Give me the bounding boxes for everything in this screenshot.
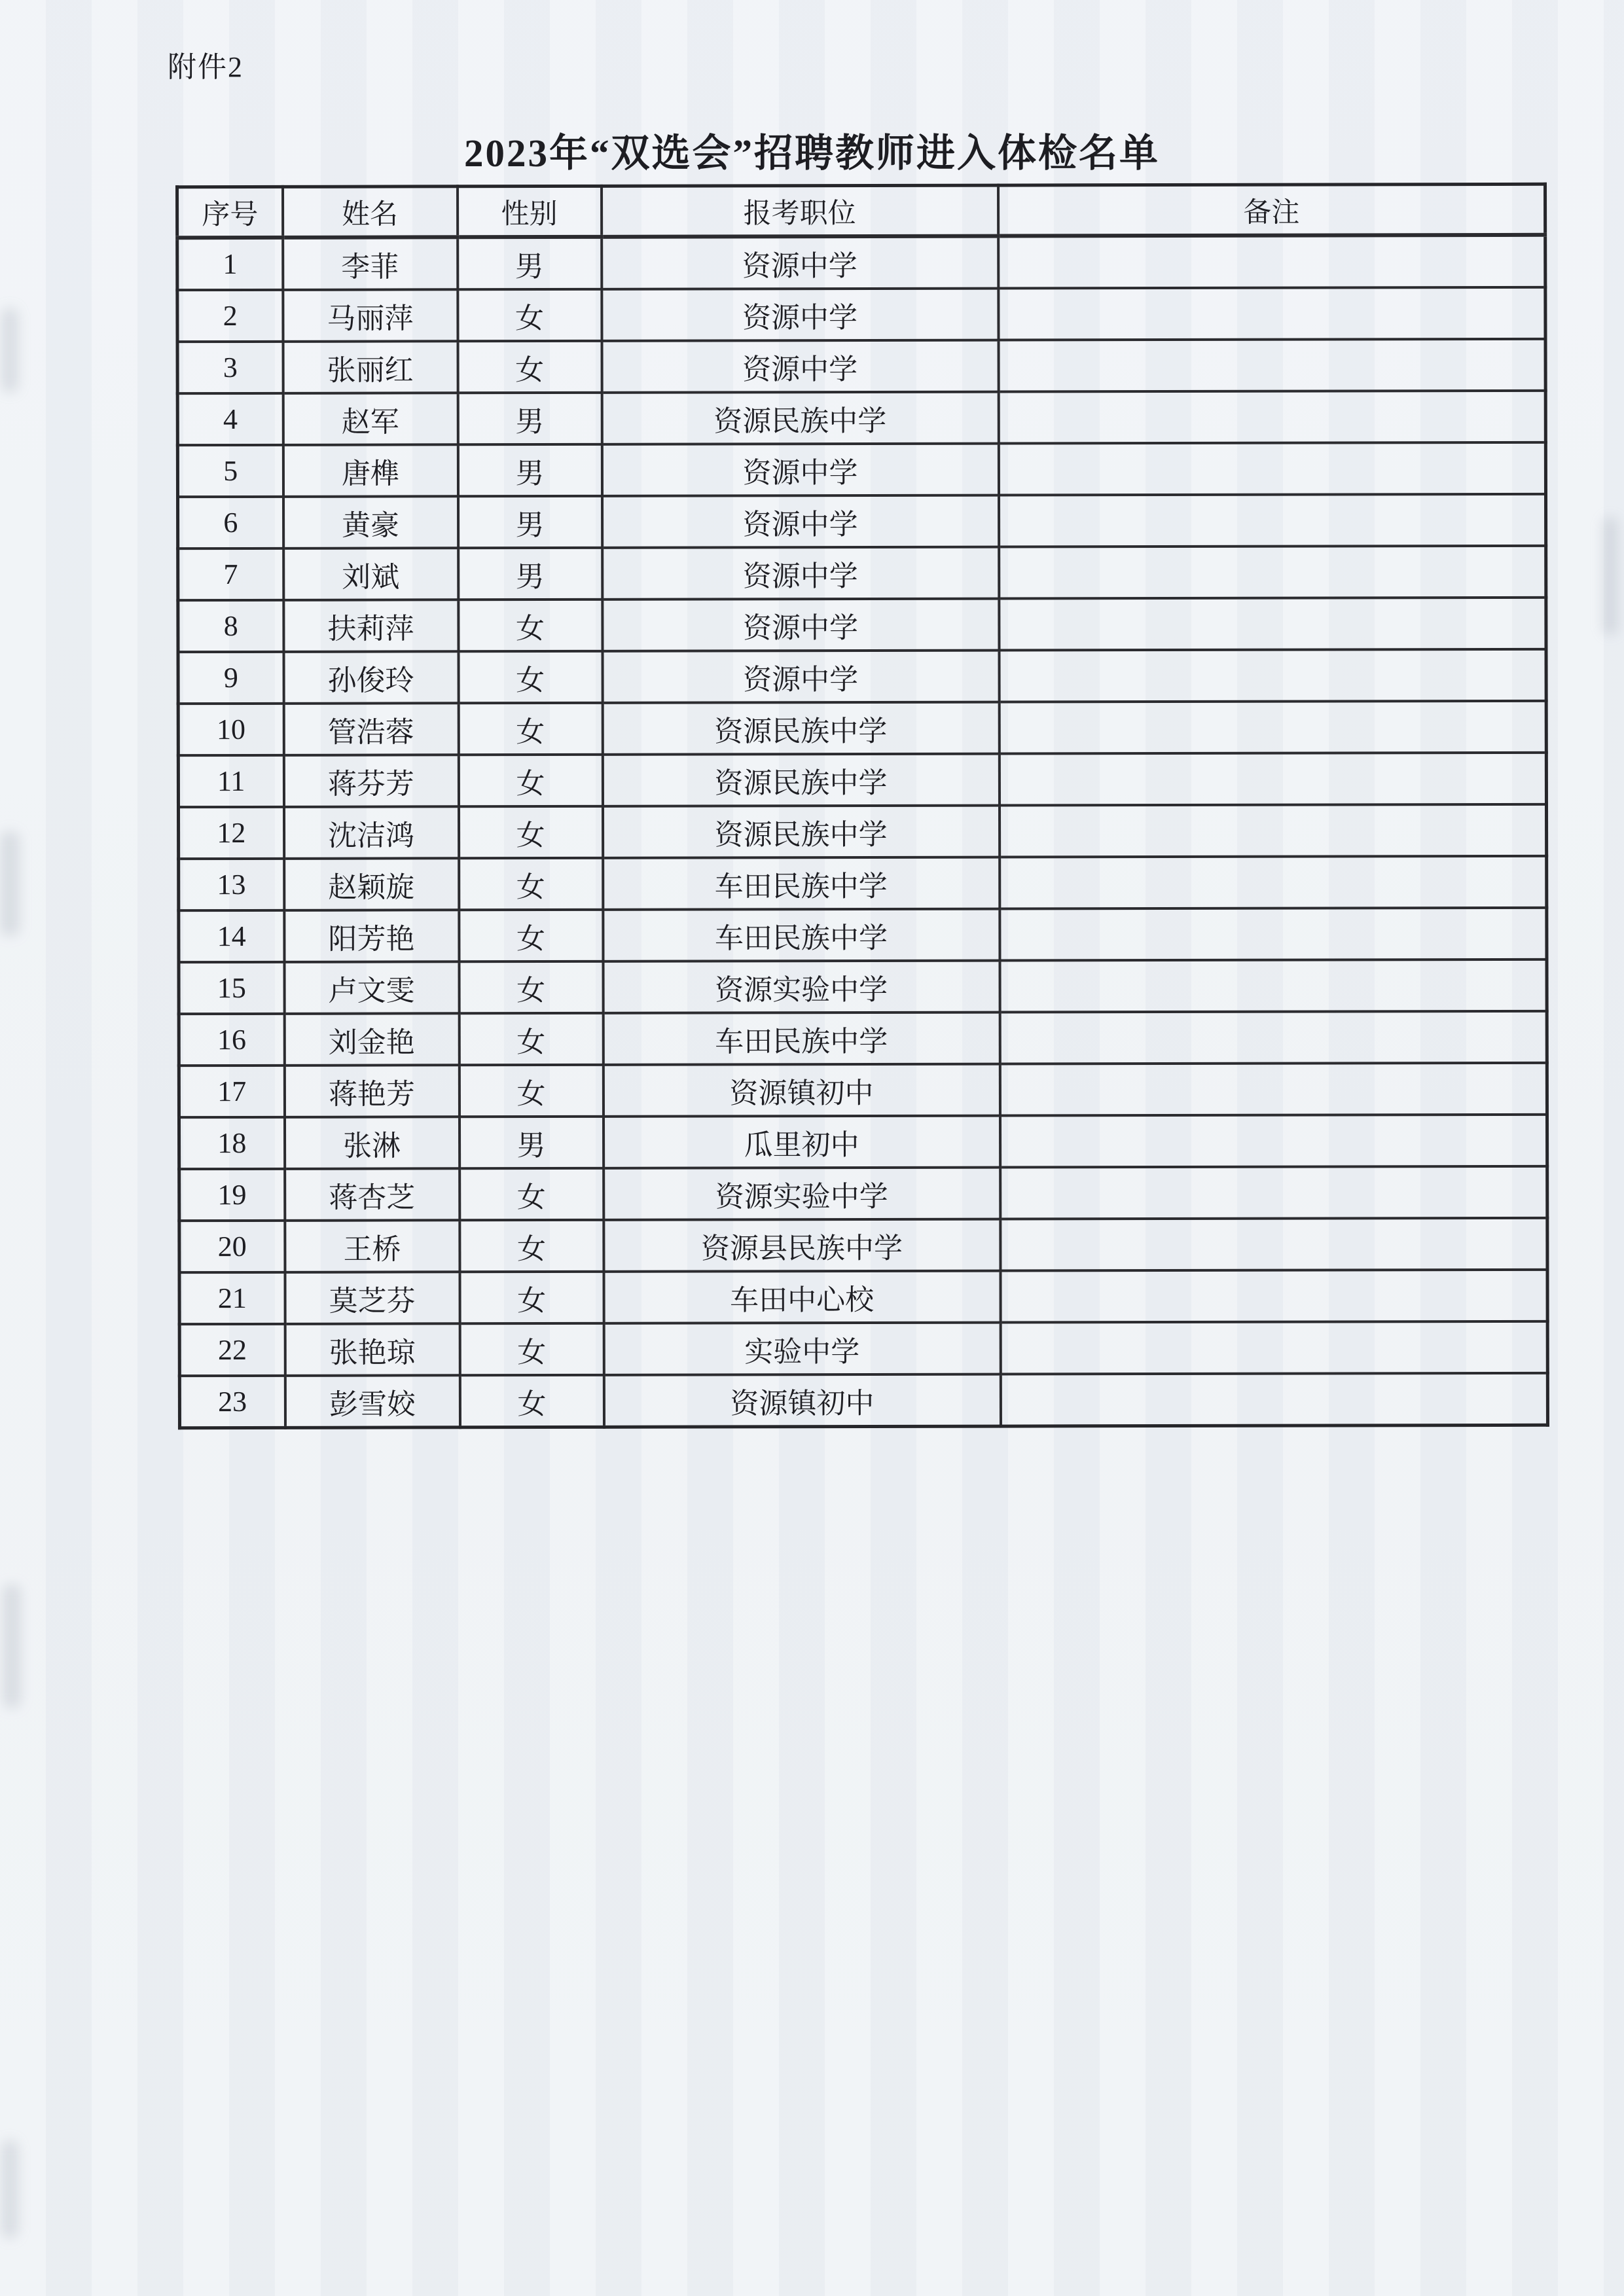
cell-remark (999, 598, 1546, 651)
cell-position: 资源民族中学 (602, 806, 999, 858)
cell-name: 彭雪姣 (285, 1375, 460, 1427)
cell-position: 实验中学 (604, 1323, 1000, 1375)
header-cell-remark: 备注 (998, 184, 1545, 236)
cell-position: 资源实验中学 (604, 1168, 1000, 1220)
cell-gender: 女 (460, 1323, 604, 1375)
cell-name: 王桥 (285, 1220, 460, 1272)
cell-remark (999, 804, 1546, 857)
cell-index: 2 (177, 290, 283, 342)
cell-position: 资源中学 (602, 289, 998, 341)
cell-name: 唐榫 (283, 444, 458, 497)
cell-position: 车田民族中学 (603, 1013, 1000, 1065)
cell-position: 资源中学 (602, 236, 998, 289)
scan-smudge (1, 2140, 18, 2238)
cell-gender: 女 (460, 1168, 604, 1220)
cell-gender: 女 (459, 961, 603, 1013)
cell-position: 资源中学 (602, 599, 999, 651)
cell-index: 3 (177, 342, 283, 393)
table-row (179, 1270, 1547, 1324)
cell-name: 蒋艳芳 (284, 1065, 459, 1117)
cell-gender: 女 (458, 289, 602, 341)
cell-remark (998, 287, 1545, 340)
table-row (178, 598, 1546, 652)
cell-name: 蒋杏芝 (285, 1168, 460, 1221)
cell-remark (1000, 960, 1547, 1013)
cell-index: 14 (179, 910, 284, 962)
cell-remark (1000, 1270, 1547, 1323)
cell-remark (1000, 1373, 1547, 1426)
cell-index: 15 (179, 962, 284, 1014)
page-title: 2023年“双选会”招聘教师进入体检名单 (463, 132, 1160, 175)
cell-position: 资源中学 (602, 495, 999, 548)
cell-index: 6 (178, 497, 283, 548)
cell-position: 资源中学 (602, 547, 999, 600)
cell-position: 资源民族中学 (602, 392, 998, 444)
cell-gender: 男 (458, 444, 602, 496)
cell-gender: 女 (460, 1375, 604, 1427)
cell-index: 20 (179, 1221, 285, 1272)
table-row (177, 442, 1545, 497)
table-row (179, 1115, 1547, 1169)
table-header-row (177, 184, 1545, 238)
table-row (177, 391, 1545, 445)
cell-index: 21 (179, 1272, 285, 1324)
table-row (179, 804, 1547, 859)
cell-remark (998, 442, 1545, 495)
cell-name: 张丽红 (283, 341, 458, 393)
cell-name: 莫芝芬 (285, 1272, 460, 1324)
cell-remark (999, 701, 1546, 754)
table-row (179, 960, 1547, 1014)
cell-name: 马丽萍 (283, 289, 458, 342)
cell-index: 12 (179, 807, 284, 859)
cell-gender: 女 (460, 1272, 604, 1323)
cell-remark (999, 649, 1546, 702)
cell-position: 车田民族中学 (603, 909, 1000, 961)
table-row (178, 494, 1546, 548)
cell-remark (999, 494, 1546, 547)
table-row (177, 235, 1545, 290)
cell-remark (998, 391, 1545, 444)
cell-index: 13 (179, 859, 284, 910)
cell-gender: 男 (458, 496, 602, 548)
cell-remark (1000, 1218, 1547, 1271)
cell-remark (1000, 1321, 1547, 1374)
cell-gender: 女 (459, 1065, 603, 1117)
table-row (179, 856, 1547, 910)
cell-gender: 女 (459, 858, 603, 910)
table-row (178, 546, 1546, 600)
table-row (178, 701, 1546, 755)
cell-gender: 女 (458, 651, 602, 703)
table-row (179, 908, 1547, 962)
cell-gender: 女 (459, 1013, 603, 1065)
cell-index: 8 (178, 600, 283, 652)
attachment-label: 附件2 (168, 51, 244, 83)
table-row (178, 649, 1546, 704)
cell-index: 11 (178, 755, 283, 807)
cell-gender: 男 (458, 237, 602, 289)
cell-gender: 女 (459, 806, 603, 858)
cell-name: 刘斌 (283, 548, 458, 600)
cell-name: 黄豪 (283, 496, 458, 548)
header-cell-position: 报考职位 (602, 185, 998, 237)
table-row (179, 1063, 1547, 1117)
cell-position: 车田民族中学 (603, 857, 1000, 910)
cell-index: 5 (177, 445, 283, 497)
cell-index: 17 (179, 1066, 284, 1117)
cell-index: 22 (179, 1324, 285, 1376)
cell-gender: 男 (459, 1117, 603, 1168)
cell-remark (1000, 1166, 1547, 1219)
cell-index: 10 (178, 704, 283, 755)
cell-position: 资源县民族中学 (604, 1219, 1000, 1272)
cell-position: 资源民族中学 (602, 754, 999, 806)
cell-remark (998, 235, 1545, 289)
cell-position: 资源镇初中 (604, 1374, 1000, 1427)
table-row (179, 1011, 1547, 1066)
cell-gender: 女 (460, 1220, 604, 1272)
cell-name: 管浩蓉 (283, 703, 458, 755)
cell-name: 卢文雯 (284, 961, 459, 1014)
table-row (179, 1166, 1547, 1221)
table-row (177, 339, 1545, 393)
cell-name: 赵颖旋 (284, 858, 459, 910)
cell-position: 资源民族中学 (602, 702, 999, 755)
scan-smudge (1602, 517, 1618, 635)
scan-smudge (0, 831, 20, 936)
candidates-table (175, 183, 1549, 1429)
cell-index: 9 (178, 652, 283, 704)
cell-position: 资源中学 (602, 651, 999, 703)
cell-remark (1000, 856, 1547, 909)
cell-index: 7 (178, 548, 283, 600)
scan-smudge (1, 308, 18, 393)
cell-name: 孙俊玲 (283, 651, 458, 704)
scan-smudge (3, 1584, 21, 1708)
cell-remark (999, 546, 1546, 599)
header-cell-name: 姓名 (283, 187, 458, 238)
cell-remark (998, 339, 1545, 392)
cell-gender: 女 (458, 341, 602, 393)
cell-remark (999, 753, 1546, 806)
cell-name: 赵军 (283, 393, 458, 445)
cell-remark (1000, 1115, 1547, 1168)
cell-position: 资源实验中学 (603, 961, 1000, 1013)
cell-position: 资源中学 (602, 444, 998, 496)
cell-gender: 男 (458, 393, 602, 444)
cell-name: 扶莉萍 (283, 600, 458, 652)
cell-position: 资源中学 (602, 340, 998, 393)
table-row (179, 1218, 1547, 1272)
cell-index: 1 (177, 238, 283, 290)
cell-name: 沈洁鸿 (284, 806, 459, 859)
cell-name: 李菲 (283, 237, 458, 290)
cell-name: 蒋芬芳 (283, 755, 458, 807)
cell-position: 资源镇初中 (603, 1064, 1000, 1117)
cell-remark (1000, 1063, 1547, 1116)
cell-name: 阳芳艳 (284, 910, 459, 962)
cell-index: 18 (179, 1117, 284, 1169)
table-row (177, 287, 1545, 342)
cell-name: 张淋 (284, 1117, 459, 1169)
cell-position: 车田中心校 (604, 1271, 1000, 1323)
cell-index: 16 (179, 1014, 284, 1066)
cell-index: 23 (179, 1376, 285, 1428)
cell-gender: 女 (459, 910, 603, 961)
cell-gender: 男 (458, 548, 602, 600)
cell-name: 张艳琼 (285, 1323, 460, 1376)
cell-gender: 女 (458, 600, 602, 651)
header-cell-index: 序号 (177, 187, 283, 238)
table-row (178, 753, 1546, 807)
cell-remark (1000, 1011, 1547, 1064)
cell-gender: 女 (458, 703, 602, 755)
cell-index: 4 (177, 393, 283, 445)
cell-index: 19 (179, 1169, 285, 1221)
table-row (179, 1373, 1547, 1428)
cell-gender: 女 (458, 755, 602, 806)
table-row (179, 1321, 1547, 1376)
cell-remark (1000, 908, 1547, 961)
cell-name: 刘金艳 (284, 1013, 459, 1066)
header-cell-gender: 性别 (458, 186, 602, 237)
cell-position: 瓜里初中 (603, 1116, 1000, 1168)
